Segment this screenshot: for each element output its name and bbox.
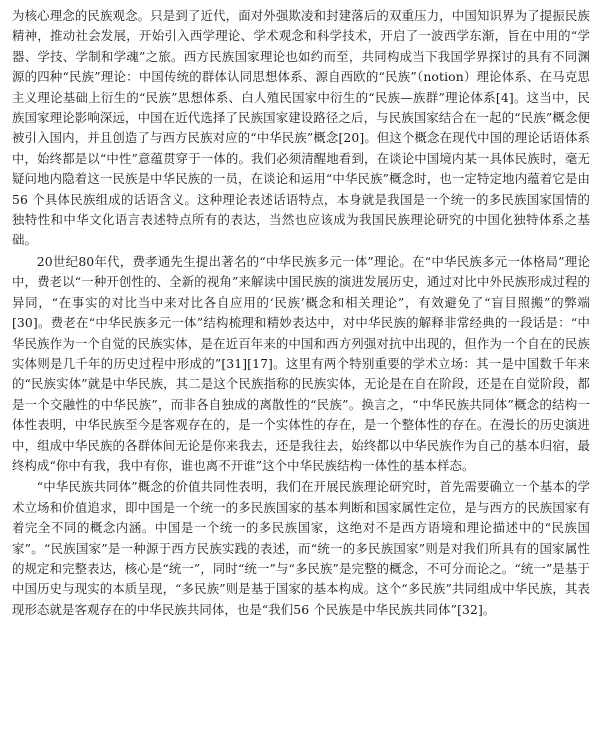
paragraph-3: “中华民族共同体”概念的价值共同性表明，我们在开展民族理论研究时，首先需要确立一个基本的学术立场和价值追求，即中国是一个统一的多民族国家的基本判断和国家属性定位，是与西方的民族国家有着完全不同的概念内涵。中国是一个统一的多民族国家，这绝对不是西方语境和理论描述中的“民族国家”。“民族国家”是一种源于西方民族实践的表述，而“统一的多民族国家”则是对我们所具有的国家属性的规定和完整表达，核心是“统一”，同时“统一”与“多民族”是完整的概念，不可分而论之。“统一”是基于中国历史与现实的本质呈现，“多民族”则是基于国家的基本构成。这个“多民族”共同组成中华民族，其表现形态就是客观存在的中华民族共同体，也是“我们56 个民族是中华民族共同体”[32]。 <box>12 479 590 617</box>
paragraph-1: 为核心理念的民族观念。只是到了近代，面对外强欺凌和封建落后的双重压力，中国知识界为了提振民族精神，推动社会发展，开始引入西学理论、学术观念和科学技术，开启了一波西学东渐，旨在中用的“学器、学技、学制和学魂”之旅。西方民族国家理论也如约而至，共同构成当下我国学界探讨的具有不同渊源的四种“民族”理论：中国传统的群体认同思想体系、源自西欧的“民族”（notion）理论体系、在马克思主义理论基础上衍生的“民族”思想体系、白人殖民国家中衍生的“民族—族群”理论体系[4]。这当中，民族国家理论影响深远，中国在近代选择了民族国家建设路径之后，与民族国家结合在一起的“民族”概念便被引入国内，并且创造了与西方民族对应的“中华民族”概念[20]。但这个概念在现代中国的理论话语体系中，始终都是以“中性”意蕴贯穿于一体的。我们必须清醒地看到，在谈论中国境内某一具体民族时，毫无疑问地内隐着这一民族是中华民族的一员，在谈论和运用“中华民族”概念时，也一定特定地内蕴着它是由 56 个具体民族组成的话语含义。这种理论表述话语特点，本身就是我国是一个统一的多民族国家国情的独特性和中华文化语言表述特点所有的表达，当然也应该成为我国民族理论研究的中国化独特体系之基础。 <box>12 8 590 248</box>
paragraph-2: 20世纪80年代，费孝通先生提出著名的“中华民族多元一体”理论。在“中华民族多元一体格局”理论中，费老以“一种开创性的、全新的视角”来解读中国民族的演进发展历史，通过对比中外民族形成过程的异同，“在事实的对比当中来对比各自应用的‘民族’概念和相关理论”，有效避免了“盲目照搬”的弊端[30]。费老在“中华民族多元一体”结构梳理和精妙表达中，对中华民族的解释非常经典的一段话是：“中华民族作为一个自觉的民族实体，是在近百年来的中国和西方列强对抗中出现的，但作为一个自在的民族实体则是几千年的历史过程中形成的”[31][17]。这里有两个特别重要的学术立场：其一是中国数千年来的“民族实体”就是中华民族，其二是这个民族指称的民族实体，无论是在自在阶段，还是在自觉阶段，都是一个交融性的中华民族”，而非各自独成的离散性的“民族”。换言之，“中华民族共同体”概念的结构一体性表明，中华民族至今是客观存在的，是一个实体性的存在，是一个整体性的存在。在漫长的历史演进中，组成中华民族的各群体间无论是你来我去，还是我往去，始终都以中华民族作为自己的基本归宿，最终构成“你中有我，我中有你，谁也离不开谁”这个中华民族结构一体性的基本样态。 <box>12 253 590 473</box>
